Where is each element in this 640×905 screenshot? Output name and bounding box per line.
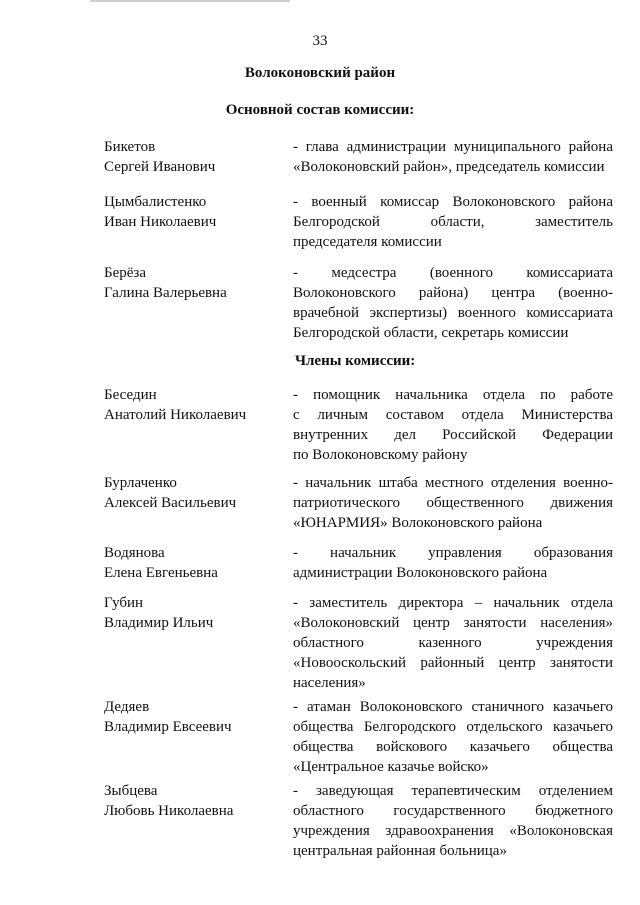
role-line: «Новооскольский районный центр занятости [293, 655, 613, 671]
role-line: с личным составом отдела Министерства [293, 407, 613, 423]
role-line: «ЮНАРМИЯ» Волоконовского района [293, 515, 543, 531]
member-name [104, 781, 284, 821]
member-name [104, 137, 284, 177]
given-names: Анатолий Николаевич [104, 407, 247, 423]
scan-edge-mark [90, 0, 290, 2]
role-line: - атаман Волоконовского станичного казачьего [293, 699, 613, 715]
role-line: Белгородской области, секретарь комиссии [293, 325, 569, 341]
role-line: - начальник управления образования [293, 545, 613, 561]
member-role [293, 137, 613, 177]
member-role [293, 263, 613, 343]
surname: Беседин [104, 387, 157, 403]
surname: Цымбалистенко [104, 194, 207, 210]
role-line: внутренних дел Российской Федерации [293, 427, 613, 443]
member-role [293, 781, 613, 861]
role-line: администрации Волоконовского района [293, 565, 548, 581]
member-name [104, 385, 284, 425]
member-role [293, 385, 613, 465]
role-line: областного казенного учреждения [293, 635, 613, 651]
role-line: председателя комиссии [293, 234, 442, 250]
member-name [104, 697, 284, 737]
given-names: Алексей Васильевич [104, 495, 237, 511]
member-role [293, 697, 613, 777]
role-line: по Волоконовскому району [293, 447, 468, 463]
given-names: Галина Валерьевна [104, 285, 227, 301]
surname: Берёза [104, 265, 147, 281]
role-line: «Центральное казачье войско» [293, 759, 489, 775]
role-line: центральная районная больница» [293, 843, 507, 859]
page-number: 33 [312, 33, 328, 49]
role-line: - военный комиссар Волоконовского района [293, 194, 613, 210]
role-line: «Волоконовский район», председатель комиссии [293, 159, 605, 175]
surname: Бурлаченко [104, 475, 177, 491]
member-name [104, 192, 284, 232]
role-line: врачебной экспертизы) военного комиссариата [293, 305, 613, 321]
role-line: Белгородской области, заместитель [293, 214, 613, 230]
given-names: Владимир Евсеевич [104, 719, 232, 735]
given-names: Владимир Ильич [104, 615, 214, 631]
role-line: патриотического общественного движения [293, 495, 613, 511]
member-name [104, 543, 284, 583]
member-role [293, 192, 613, 252]
surname: Зыбцева [104, 783, 158, 799]
member-role [293, 473, 613, 533]
role-line: - заместитель директора – начальник отдела [293, 595, 613, 611]
main-composition-heading: Основной состав комиссии: [225, 102, 415, 118]
given-names: Иван Николаевич [104, 214, 217, 230]
role-line: общества Белгородского отдельского казачьего [293, 719, 613, 735]
given-names: Любовь Николаевна [104, 803, 234, 819]
role-line: «Волоконовский центр занятости населения» [293, 615, 613, 631]
district-title: Волоконовский район [244, 65, 396, 81]
members-heading: Члены комиссии: [295, 353, 416, 369]
member-role [293, 543, 613, 583]
member-name [104, 473, 284, 513]
surname: Губин [104, 595, 144, 611]
surname: Бикетов [104, 139, 156, 155]
role-line: - помощник начальника отдела по работе [293, 387, 613, 403]
surname: Водянова [104, 545, 165, 561]
surname: Дедяев [104, 699, 150, 715]
given-names: Сергей Иванович [104, 159, 216, 175]
member-name [104, 593, 284, 633]
role-line: - медсестра (военного комиссариата [293, 265, 613, 281]
given-names: Елена Евгеньевна [104, 565, 218, 581]
role-line: областного государственного бюджетного [293, 803, 613, 819]
role-line: общества войскового казачьего общества [293, 739, 613, 755]
role-line: - заведующая терапевтическим отделением [293, 783, 613, 799]
member-name [104, 263, 284, 303]
role-line: населения» [293, 675, 366, 691]
member-role [293, 593, 613, 693]
role-line: учреждения здравоохранения «Волоконовская [293, 823, 613, 839]
role-line: Волоконовского района) центра (военно- [293, 285, 613, 301]
role-line: - глава администрации муниципального района [293, 139, 613, 155]
role-line: - начальник штаба местного отделения военно- [293, 475, 613, 491]
